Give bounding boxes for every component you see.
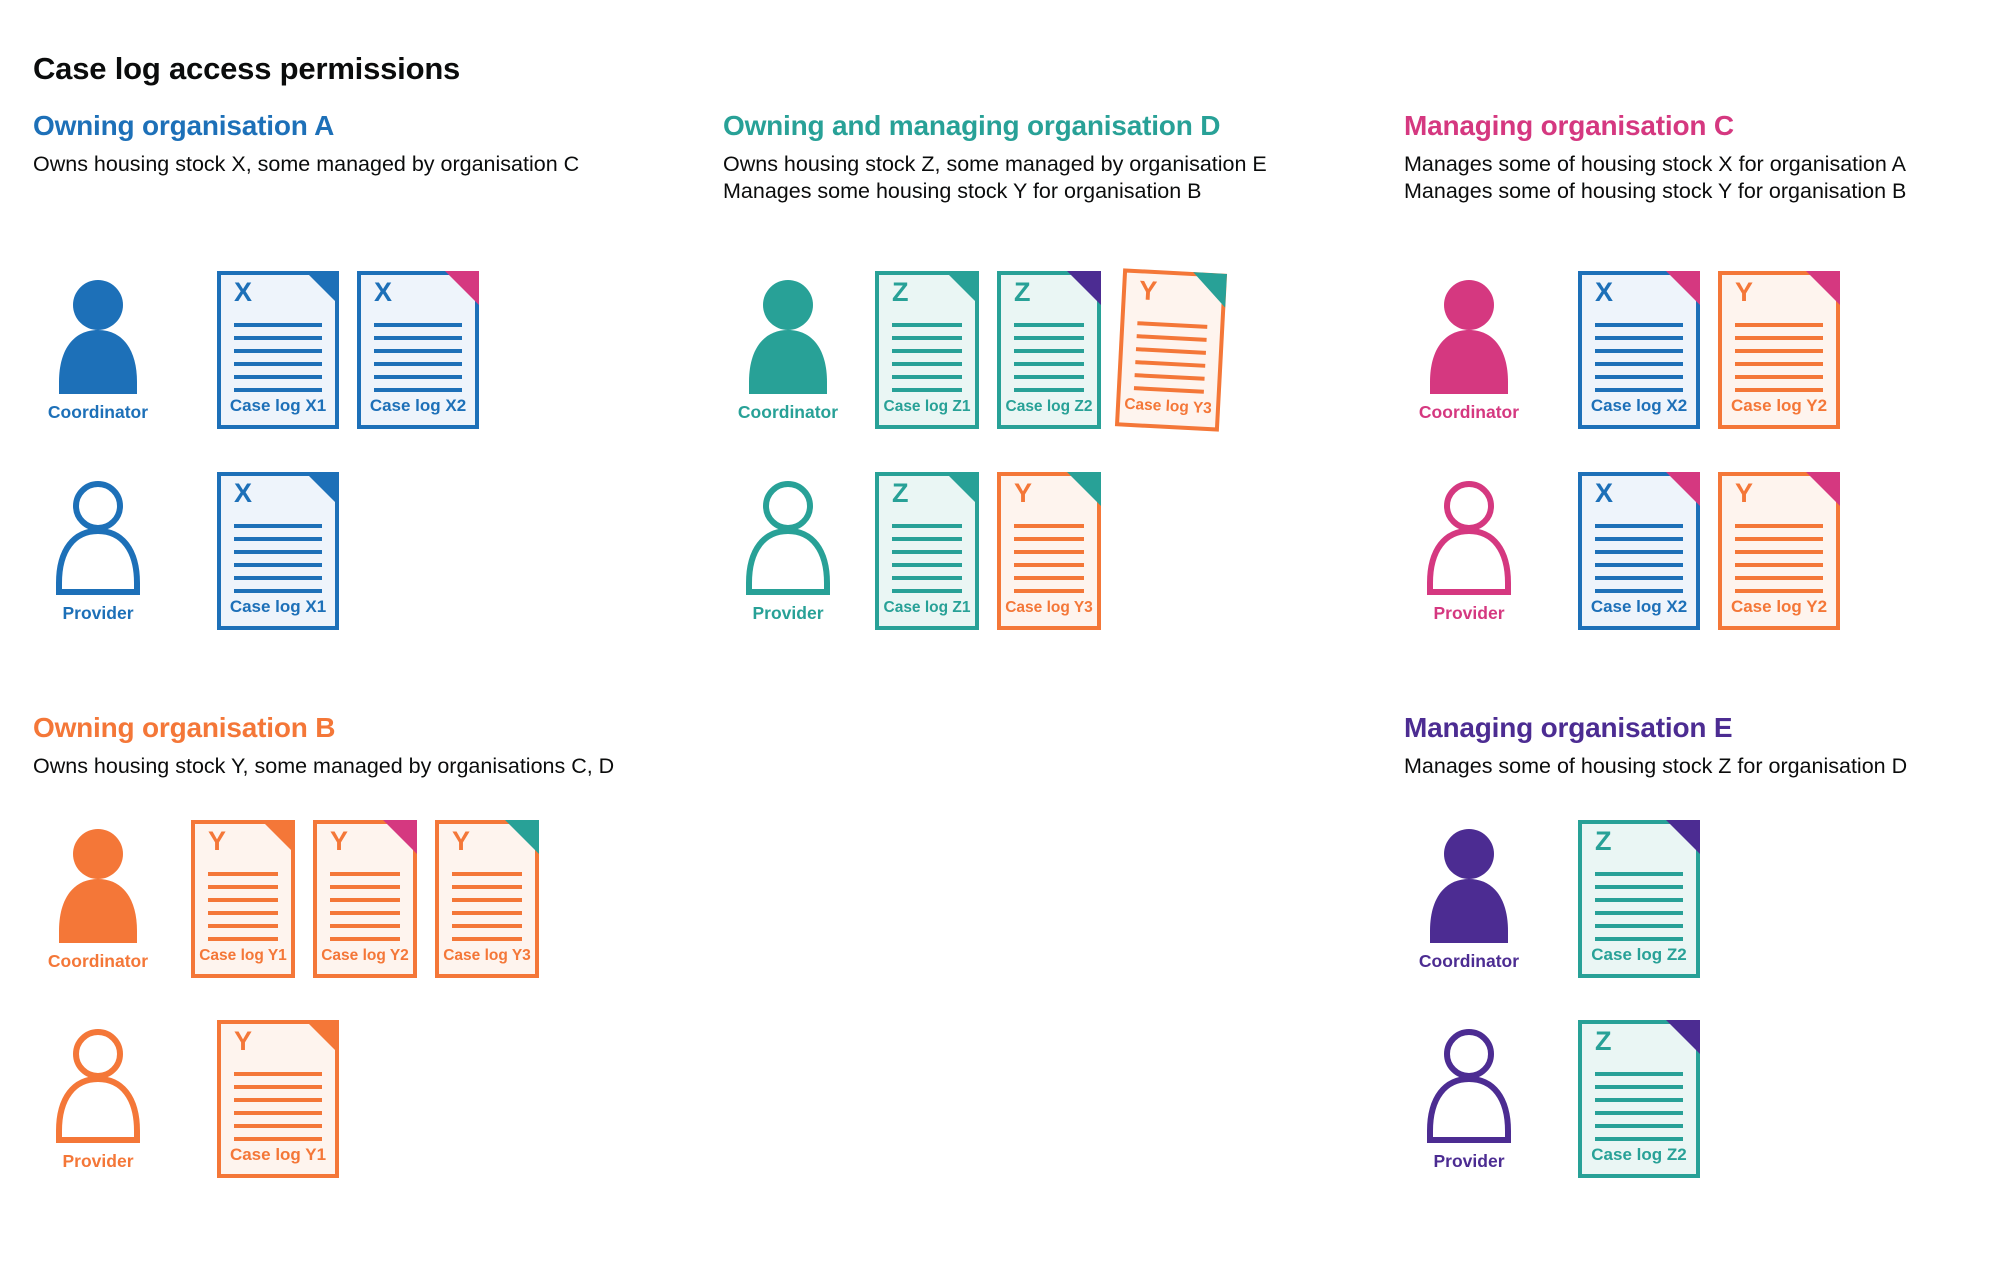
provider-figure (723, 472, 853, 624)
document-text-lines (208, 872, 278, 941)
case-log-document-icon (1578, 271, 1700, 429)
description-line: Manages some of housing stock Y for organisation B (1404, 179, 1907, 203)
document-label: Case log Y1 (229, 1145, 327, 1164)
section-title: Owning organisation B (33, 712, 336, 743)
case-log-document-icon (997, 472, 1101, 630)
coordinator-row (723, 271, 1223, 429)
document-fold-corner (445, 271, 479, 305)
document-text-lines (1014, 323, 1084, 392)
case-log-document-icon (1718, 472, 1840, 630)
coordinator-row (1404, 271, 1840, 429)
document-label: Case log X2 (1590, 597, 1688, 616)
case-log-document-icon (1718, 271, 1840, 429)
document-fold-corner (1666, 1020, 1700, 1054)
section-description: Owns housing stock X, some managed by organisation C (33, 152, 580, 176)
coordinator-figure (723, 271, 853, 423)
case-log-document-icon (997, 271, 1101, 429)
coordinator-figure (1404, 271, 1534, 423)
role-label: Coordinator (47, 951, 149, 971)
document-label: Case log Z2 (1005, 398, 1093, 415)
provider-person-icon (1425, 477, 1513, 595)
document-label: Case log Y2 (321, 947, 409, 964)
case-log-document-icon (1115, 268, 1227, 431)
document-stock-letter: Z (892, 277, 909, 307)
section-managing-organisation-c (1404, 110, 1907, 623)
section-description (1404, 151, 1906, 205)
section-owning-organisation-a (33, 110, 580, 623)
case-log-document-icon (357, 271, 479, 429)
document-label: Case log Y1 (199, 947, 287, 964)
coordinator-person-icon (1425, 276, 1513, 394)
document-fold-corner (305, 271, 339, 305)
document-fold-corner (261, 820, 295, 854)
document-text-lines (1595, 872, 1683, 941)
section-title: Owning and managing organisation D (723, 110, 1221, 141)
document-stock-letter: Z (1014, 277, 1031, 307)
document-text-lines (452, 872, 522, 941)
document-label: Case log Z2 (1591, 945, 1687, 964)
page-title: Case log access permissions (33, 50, 461, 86)
description-line: Manages some of housing stock X for organisation A (1404, 152, 1906, 176)
document-stock-letter: Y (1735, 277, 1754, 307)
section-description: Owns housing stock Y, some managed by organisations C, D (33, 754, 615, 778)
document-stock-letter: Y (1014, 478, 1033, 508)
role-label: Provider (752, 603, 824, 623)
document-label: Case log X2 (1590, 396, 1688, 415)
description-line: Owns housing stock Z, some managed by organisation E (723, 152, 1267, 176)
case-log-document-icon (313, 820, 417, 978)
document-label: Case log X2 (369, 396, 467, 415)
document-stock-letter: X (374, 277, 393, 307)
case-log-document-icon (1578, 1020, 1700, 1178)
document-label: Case log Z1 (883, 398, 971, 415)
case-log-document-icon (1578, 820, 1700, 978)
document-text-lines (892, 323, 962, 392)
provider-row (1404, 1020, 1700, 1178)
role-label: Coordinator (1418, 951, 1520, 971)
section-owning-and-managing-organisation-d (723, 110, 1267, 623)
document-text-lines (1014, 524, 1084, 593)
document-stock-letter: Y (330, 826, 349, 856)
provider-person-icon (744, 477, 832, 595)
case-log-document-icon (191, 820, 295, 978)
role-label: Coordinator (737, 402, 839, 422)
role-label: Provider (62, 1151, 134, 1171)
role-label: Coordinator (47, 402, 149, 422)
coordinator-person-icon (54, 276, 142, 394)
role-label: Provider (1433, 1151, 1505, 1171)
provider-figure (1404, 1020, 1534, 1172)
coordinator-person-icon (744, 276, 832, 394)
document-stock-letter: Y (1138, 275, 1158, 307)
section-title: Owning organisation A (33, 110, 335, 141)
document-fold-corner (945, 271, 979, 305)
role-label: Provider (62, 603, 134, 623)
document-fold-corner (383, 820, 417, 854)
case-log-document-icon (1578, 472, 1700, 630)
document-stock-letter: Y (452, 826, 471, 856)
document-stock-letter: X (1595, 277, 1614, 307)
document-fold-corner (505, 820, 539, 854)
provider-person-icon (54, 1025, 142, 1143)
document-fold-corner (945, 472, 979, 506)
coordinator-row (1404, 820, 1700, 978)
coordinator-figure (1404, 820, 1534, 972)
provider-figure (33, 472, 163, 624)
section-title: Managing organisation C (1404, 110, 1734, 141)
document-stock-letter: Z (1595, 826, 1612, 856)
document-text-lines (1735, 323, 1823, 392)
document-label: Case log Y3 (1005, 599, 1093, 616)
provider-figure (1404, 472, 1534, 624)
coordinator-person-icon (1425, 825, 1513, 943)
document-label: Case log X1 (229, 396, 327, 415)
document-label: Case log X1 (229, 597, 327, 616)
document-label: Case log Z2 (1591, 1145, 1687, 1164)
case-log-document-icon (435, 820, 539, 978)
document-text-lines (374, 323, 462, 392)
provider-figure (33, 1020, 163, 1172)
document-fold-corner (305, 1020, 339, 1054)
document-stock-letter: Y (234, 1026, 253, 1056)
document-label: Case log Y2 (1730, 597, 1828, 616)
document-fold-corner (1067, 472, 1101, 506)
document-stock-letter: X (1595, 478, 1614, 508)
section-owning-organisation-b (33, 712, 615, 1171)
role-label: Provider (1433, 603, 1505, 623)
document-fold-corner (305, 472, 339, 506)
document-stock-letter: X (234, 277, 253, 307)
case-log-document-icon (875, 271, 979, 429)
case-log-document-icon (875, 472, 979, 630)
document-fold-corner (1666, 271, 1700, 305)
document-stock-letter: Y (1735, 478, 1754, 508)
document-label: Case log Y2 (1730, 396, 1828, 415)
coordinator-row (33, 820, 539, 978)
document-text-lines (1595, 1072, 1683, 1141)
section-description: Manages some of housing stock Z for organisation D (1404, 754, 1908, 778)
document-fold-corner (1666, 820, 1700, 854)
provider-person-icon (1425, 1025, 1513, 1143)
document-text-lines (330, 872, 400, 941)
provider-person-icon (54, 477, 142, 595)
section-description (723, 151, 1267, 205)
section-title: Managing organisation E (1404, 712, 1733, 743)
document-stock-letter: Y (208, 826, 227, 856)
coordinator-figure (33, 820, 163, 972)
provider-row (1404, 472, 1840, 630)
coordinator-row (33, 271, 479, 429)
document-fold-corner (1806, 472, 1840, 506)
case-log-document-icon (217, 472, 339, 630)
document-text-lines (234, 524, 322, 593)
document-stock-letter: X (234, 478, 253, 508)
document-label: Case log Z1 (883, 599, 971, 616)
document-fold-corner (1067, 271, 1101, 305)
case-log-document-icon (217, 271, 339, 429)
provider-row (723, 472, 1101, 630)
document-text-lines (1595, 524, 1683, 593)
document-text-lines (1735, 524, 1823, 593)
description-line: Manages some housing stock Y for organisation B (723, 179, 1202, 203)
document-fold-corner (1191, 272, 1227, 308)
coordinator-person-icon (54, 825, 142, 943)
document-text-lines (1134, 321, 1208, 394)
section-managing-organisation-e (1404, 712, 1908, 1171)
document-text-lines (234, 323, 322, 392)
document-text-lines (1595, 323, 1683, 392)
document-fold-corner (1806, 271, 1840, 305)
document-label: Case log Y3 (1123, 395, 1213, 418)
provider-row (33, 1020, 339, 1178)
document-text-lines (892, 524, 962, 593)
case-log-document-icon (217, 1020, 339, 1178)
document-stock-letter: Z (1595, 1026, 1612, 1056)
document-label: Case log Y3 (443, 947, 531, 964)
document-text-lines (234, 1072, 322, 1141)
document-stock-letter: Z (892, 478, 909, 508)
provider-row (33, 472, 339, 630)
coordinator-figure (33, 271, 163, 423)
role-label: Coordinator (1418, 402, 1520, 422)
document-fold-corner (1666, 472, 1700, 506)
